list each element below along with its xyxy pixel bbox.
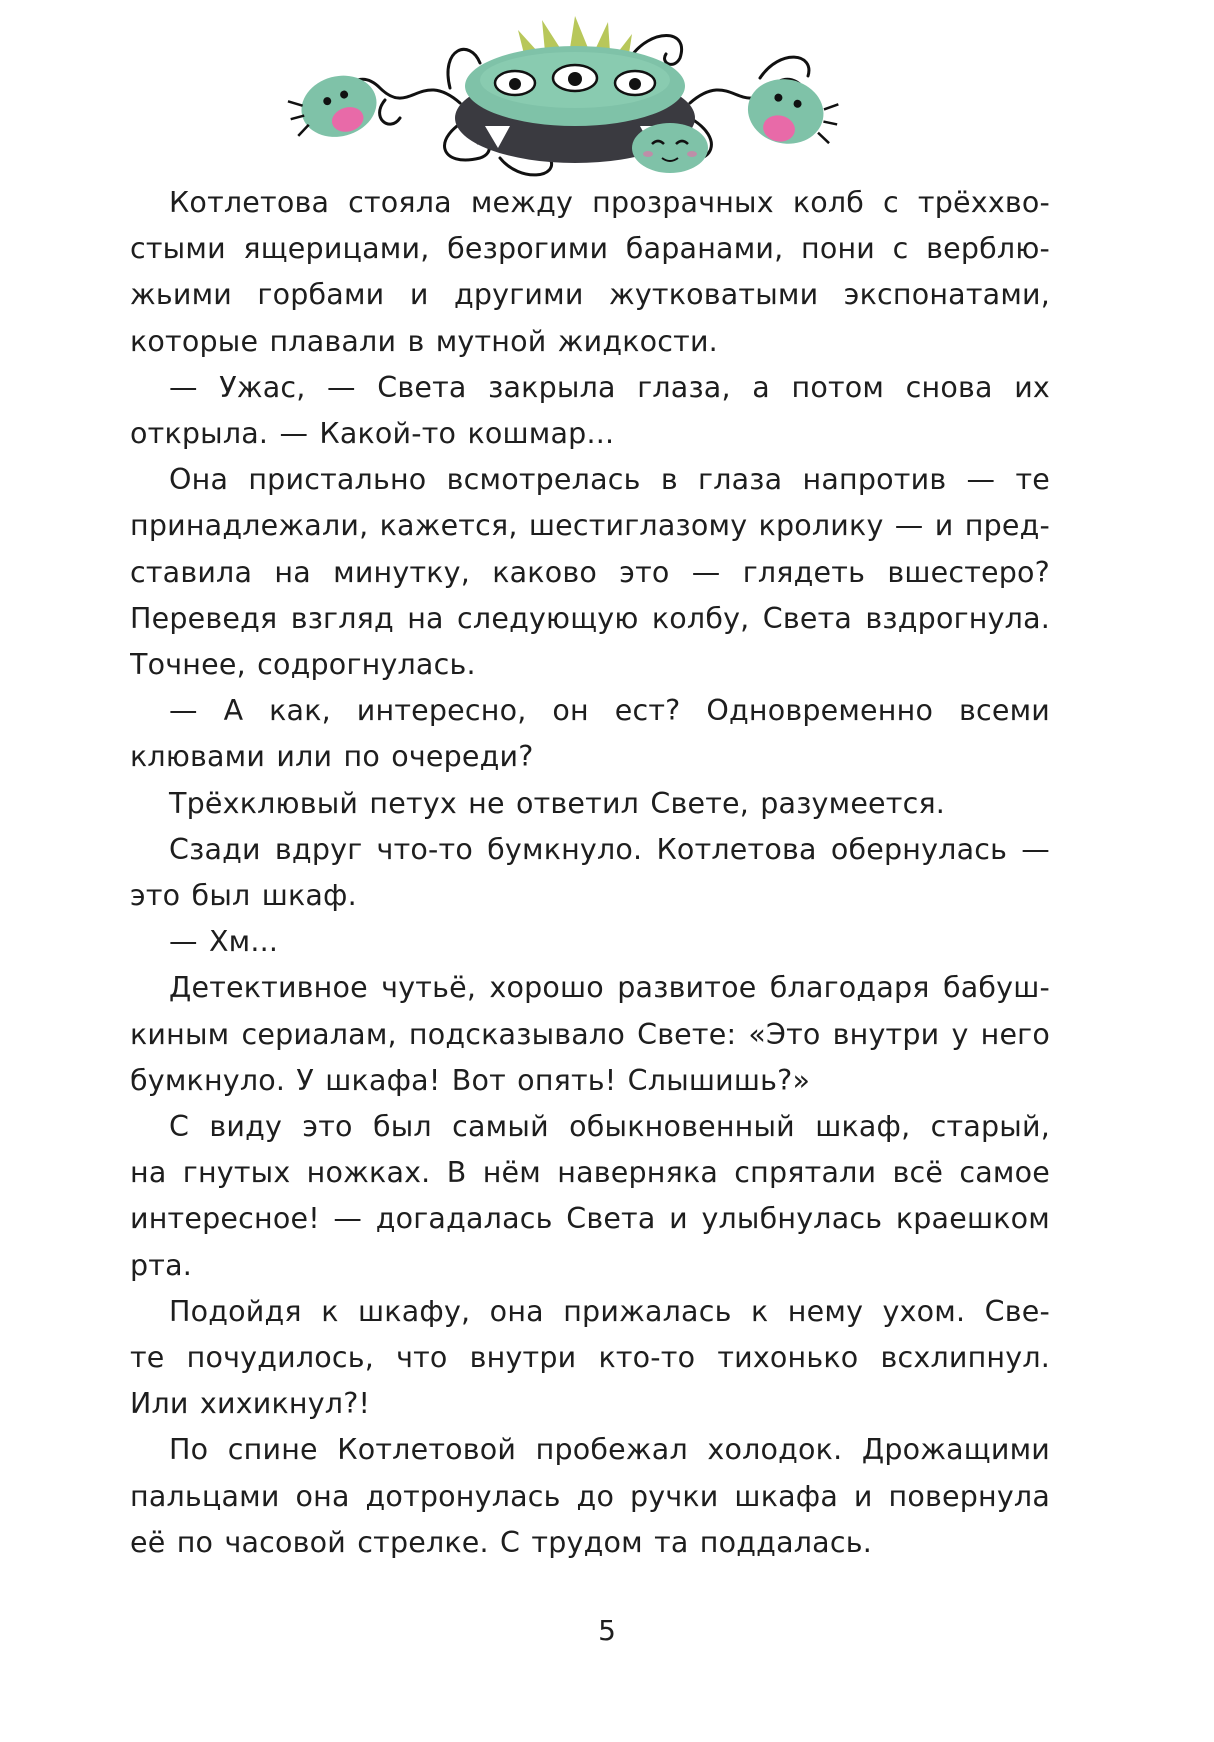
text-line: жьими горбами и другими жутковатыми экспонатами, [130, 278, 1050, 312]
text-line: Она пристально всмотрелась в глаза напротив — те [169, 463, 1050, 497]
page-number: 5 [598, 1614, 616, 1647]
text-line: киным сериалам, подсказывало Свете: «Это внутри у него [130, 1017, 1050, 1051]
text-line: Или хихикнул?! [130, 1387, 371, 1421]
text-line: Подойдя к шкафу, она прижалась к нему ухом. Све- [169, 1294, 1050, 1328]
text-line: интересное! — догадалась Света и улыбнулась краешком [130, 1202, 1050, 1236]
text-line: на гнутых ножках. В нём наверняка спрятали всё самое [130, 1156, 1050, 1190]
text-line: пальцами она дотронулась до ручки шкафа и повернула [130, 1479, 1050, 1513]
text-line: её по часовой стрелке. С трудом та поддалась. [130, 1525, 872, 1559]
text-line: ставила на минутку, каково это — глядеть вшестеро? [130, 555, 1050, 589]
text-line: те почудилось, что внутри кто-то тихонько всхлипнул. [130, 1341, 1050, 1375]
text-line: открыла. — Какой-то кошмар... [130, 417, 615, 451]
text-line: Котлетова стояла между прозрачных колб с трёххво- [169, 186, 1050, 219]
text-line: Сзади вдруг что-то бумкнуло. Котлетова обернулась — [169, 832, 1050, 866]
text-line: которые плавали в мутной жидкости. [130, 324, 718, 358]
story-text [130, 180, 1050, 1566]
text-line: бумкнуло. У шкафа! Вот опять! Слышишь?» [130, 1063, 811, 1097]
monster-heads-illustration [270, 8, 880, 188]
text-line: это был шкаф. [130, 879, 357, 913]
text-line: Детективное чутьё, хорошо развитое благодаря бабуш- [169, 971, 1050, 1005]
text-line: По спине Котлетовой пробежал холодок. Дрожащими [169, 1433, 1050, 1467]
text-line: — Хм... [169, 925, 279, 959]
text-line: С виду это был самый обыкновенный шкаф, старый, [169, 1110, 1050, 1144]
text-line: Трёхклювый петух не ответил Свете, разумеется. [169, 786, 946, 820]
text-line: — А как, интересно, он ест? Одновременно всеми [169, 694, 1050, 728]
text-line: рта. [130, 1248, 193, 1282]
text-line: стыми ящерицами, безрогими баранами, пони с верблю- [130, 232, 1050, 266]
text-line: — Ужас, — Света закрыла глаза, а потом снова их [169, 370, 1050, 404]
text-line: клювами или по очереди? [130, 740, 534, 774]
text-line: принадлежали, кажется, шестиглазому кролику — и пред- [130, 509, 1050, 543]
text-line: Переведя взгляд на следующую колбу, Света вздрогнула. [130, 601, 1050, 635]
text-line: Точнее, содрогнулась. [130, 648, 476, 682]
